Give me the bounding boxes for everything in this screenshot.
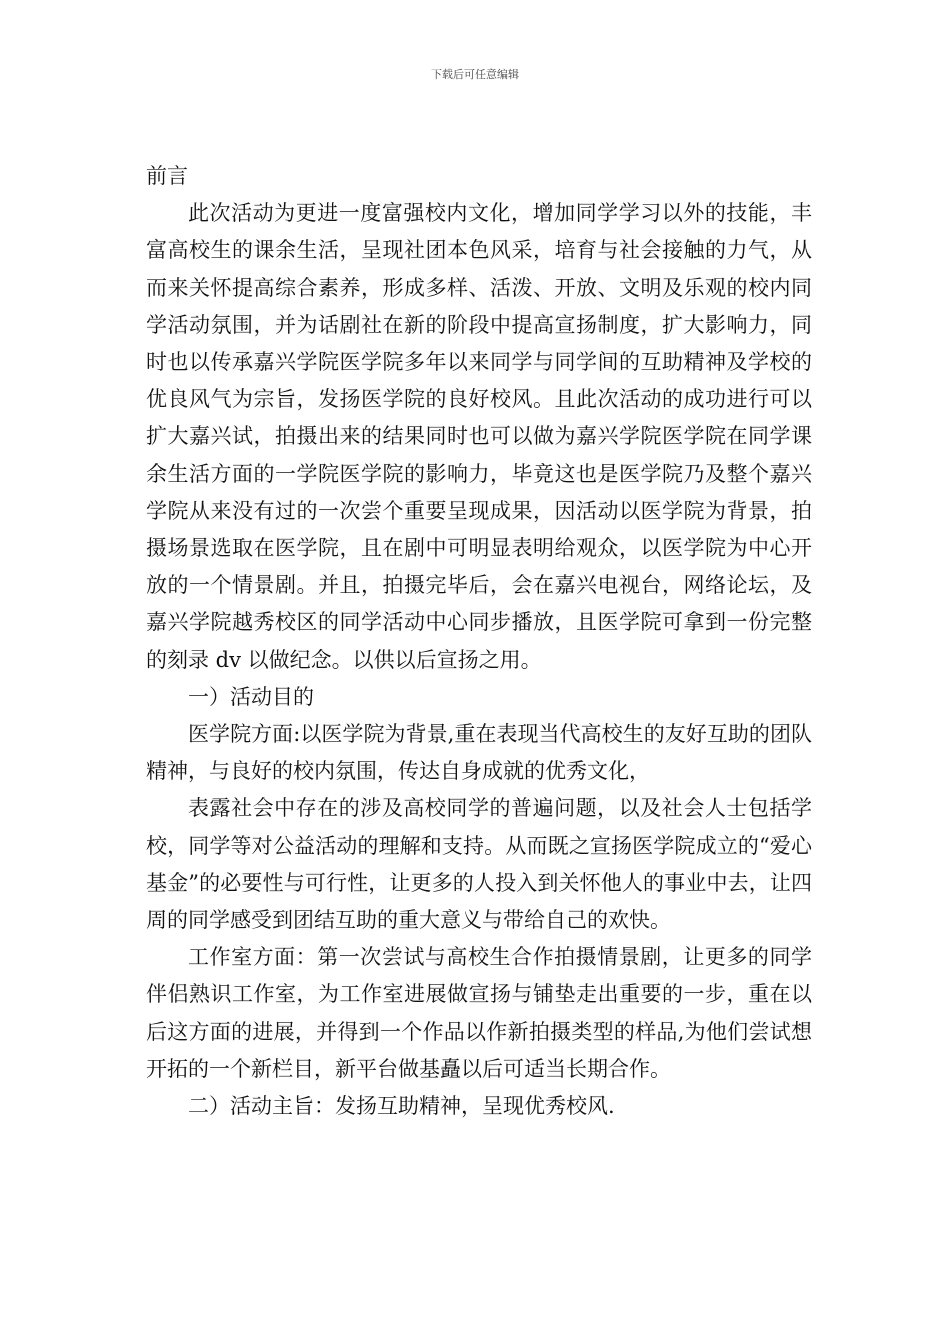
download-note: 下载后可任意编辑 [431, 68, 519, 81]
intro-paragraph: 此次活动为更进一度富强校内文化，增加同学学习以外的技能，丰富高校生的课余生活，呈现社团本色风采，培育与社会接触的力气，从而来关怀提高综合素养，形成多样、活泼、开放、文明及乐观的校内同学活动氛围，并为话剧社在新的阶段中提高宣扬制度，扩大影响力，同时也以传承嘉兴学院医学院多年以来同学与同学间的互助精神及学校的优良风气为宗旨，发扬医学院的良好校风。且此次活动的成功进行可以扩大嘉兴试，拍摄出来的结果同时也可以做为嘉兴学院医学院在同学课余生活方面的一学院医学院的影响力，毕竟这也是医学院乃及整个嘉兴学院从来没有过的一次尝个重要呈现成果，因活动以医学院为背景，拍摄场景选取在医学院，且在剧中可明显表明给观众，以医学院为中心开放的一个情景剧。并且，拍摄完毕后，会在嘉兴电视台，网络论坛，及嘉兴学院越秀校区的同学活动中心同步播放，且医学院可拿到一份完整的刻录 dv 以做纪念。以供以后宣扬之用。 [146, 201, 812, 672]
section-2-title: 二）活动主旨：发扬互助精神，呈现优秀校风. [188, 1094, 615, 1119]
section-1-paragraph-2: 表露社会中存在的涉及高校同学的普遍问题，以及社会人士包括学校，同学等对公益活动的理解和支持。从而既之宣扬医学院成立的“爱心基金”的必要性与可行性，让更多的人投入到关怀他人的事业中去，让四周的同学感受到团结互助的重大意义与带给自己的欢快。 [146, 796, 812, 933]
section-1-paragraph-1: 医学院方面:以医学院为背景,重在表现当代高校生的友好互助的团队精神，与良好的校内氛围，传达自身成就的优秀文化， [146, 722, 812, 784]
section-1-paragraph-3: 工作室方面：第一次尝试与高校生合作拍摄情景剧，让更多的同学伴侣熟识工作室，为工作室进展做宣扬与铺垫走出重要的一步，重在以后这方面的进展，并得到一个作品以作新拍摄类型的样品,为他们尝试想开拓的一个新栏目，新平台做基矗以后可适当长期合作。 [146, 945, 812, 1081]
preface-heading: 前言 [146, 164, 188, 188]
document-body [146, 158, 812, 1125]
section-1-title: 一）活动目的 [188, 684, 314, 709]
